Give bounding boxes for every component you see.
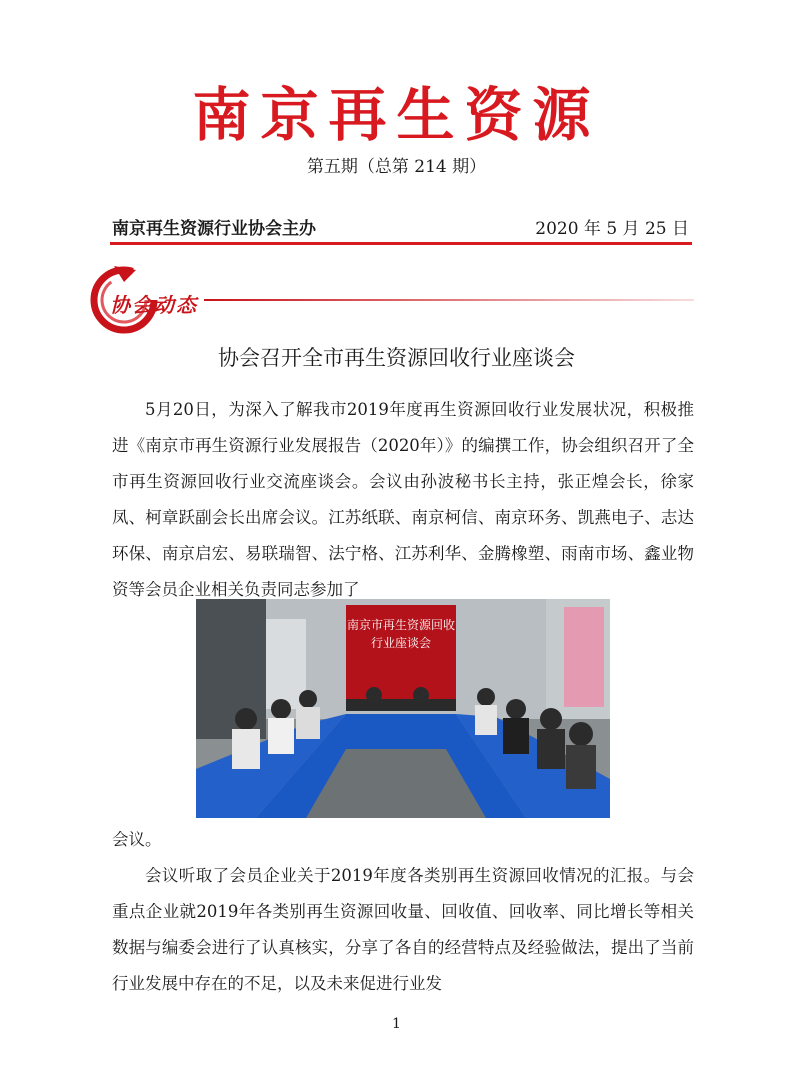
banner-line-2: 行业座谈会: [370, 636, 432, 650]
section-title: 协会动态: [110, 293, 198, 317]
meeting-photo: [196, 599, 610, 818]
article-paragraph-1: 5月20日，为深入了解我市2019年度再生资源回收行业发展状况，积极推进《南京市再生资源行业发展报告（2020年）》的编撰工作，协会组织召开了全市再生资源回收行业交流座谈会。会议由孙波秘书长主持，张正煌会长，徐家凤、柯章跃副会长出席会议。江苏纸联、南京柯信、南京环务、凯燕电子、志达环保、南京启宏、易联瑞智、法宁格、江苏利华、金腾橡塑、雨南市场、鑫业物资等会员企业相关负责同志参加了: [112, 400, 694, 599]
issue-number: 第五期（总第 214 期）: [306, 157, 487, 177]
masthead-title: 南京再生资源: [192, 81, 601, 149]
publish-date: 2020 年 5 月 25 日: [535, 219, 689, 239]
article-headline: 协会召开全市再生资源回收行业座谈会: [218, 346, 575, 370]
page-number: 1: [392, 1016, 401, 1032]
article-paragraph-1-end: 会议。: [112, 830, 162, 849]
banner-line-1: 南京市再生资源回收: [346, 618, 456, 632]
header-divider: [110, 242, 692, 245]
article-paragraph-2: 会议听取了会员企业关于2019年度各类别再生资源回收情况的汇报。与会重点企业就2019年各类别再生资源回收量、回收值、回收率、同比增长等相关数据与编委会进行了认真核实，分享了各自的经营特点及经验做法，提出了当前行业发展中存在的不足，以及未来促进行业发: [112, 866, 694, 993]
organizer: 南京再生资源行业协会主办: [112, 219, 316, 239]
